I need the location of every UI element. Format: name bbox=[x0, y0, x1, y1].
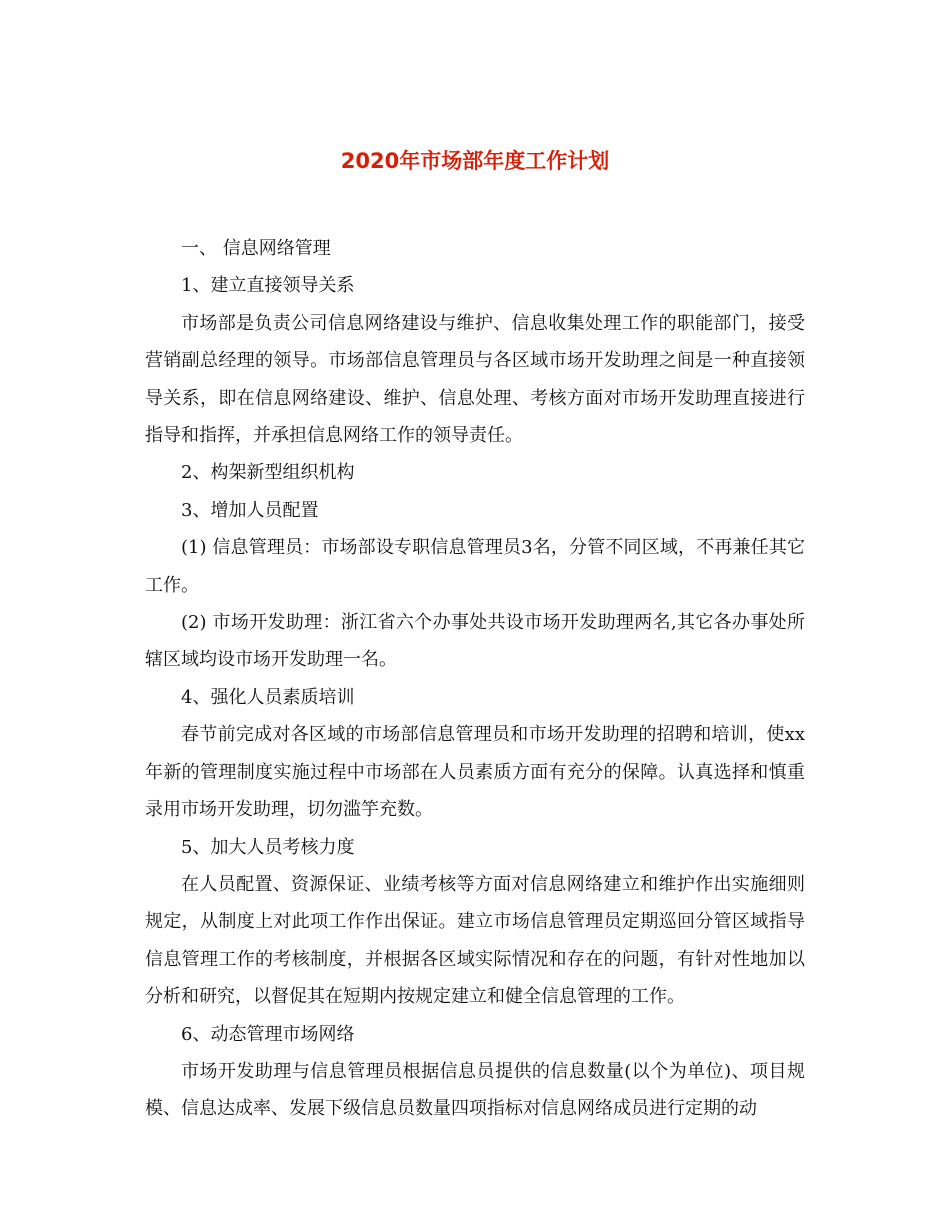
subheading-staffing: 3、增加人员配置 bbox=[181, 499, 319, 521]
paragraph: 在人员配置、资源保证、业绩考核等方面对信息网络建立和维护作出实施细则规定，从制度上对此项工作作出保证。建立市场信息管理员定期巡回分管区域指导信息管理工作的考核制度，并根据各区域实际情况和存在的问题，有针对性地加以分析和研究，以督促其在短期内按规定建立和健全信息管理的工作。 bbox=[145, 873, 805, 1008]
list-item: (1) 信息管理员：市场部设专职信息管理员3名，分管不同区域，不再兼任其它工作。 bbox=[145, 537, 805, 596]
subheading-assessment: 5、加大人员考核力度 bbox=[181, 836, 355, 858]
paragraph: 春节前完成对各区域的市场部信息管理员和市场开发助理的招聘和培训，使xx年新的管理制度实施过程中市场部在人员素质方面有充分的保障。认真选择和慎重录用市场开发助理，切勿滥竽充数。 bbox=[145, 724, 805, 821]
list-item: (2) 市场开发助理：浙江省六个办事处共设市场开发助理两名,其它各办事处所辖区域均设市场开发助理一名。 bbox=[145, 612, 805, 671]
paragraph: 市场开发助理与信息管理员根据信息员提供的信息数量(以个为单位)、项目规模、信息达成率、发展下级信息员数量四项指标对信息网络成员进行定期的动 bbox=[145, 1060, 805, 1120]
section-heading-info-network: 一、 信息网络管理 bbox=[181, 238, 331, 259]
subheading-dynamic-management: 6、动态管理市场网络 bbox=[181, 1023, 355, 1045]
subheading-organization: 2、构架新型组织机构 bbox=[181, 462, 355, 484]
paragraph: 市场部是负责公司信息网络建设与维护、信息收集处理工作的职能部门，接受营销副总经理的领导。市场部信息管理员与各区域市场开发助理之间是一种直接领导关系，即在信息网络建设、维护、信息处理、考核方面对市场开发助理直接进行指导和指挥，并承担信息网络工作的领导责任。 bbox=[145, 312, 805, 447]
document-body bbox=[145, 230, 805, 1128]
subheading-leadership: 1、建立直接领导关系 bbox=[181, 275, 355, 297]
document-title: 2020年市场部年度工作计划 bbox=[340, 149, 610, 173]
subheading-training: 4、强化人员素质培训 bbox=[181, 686, 355, 708]
